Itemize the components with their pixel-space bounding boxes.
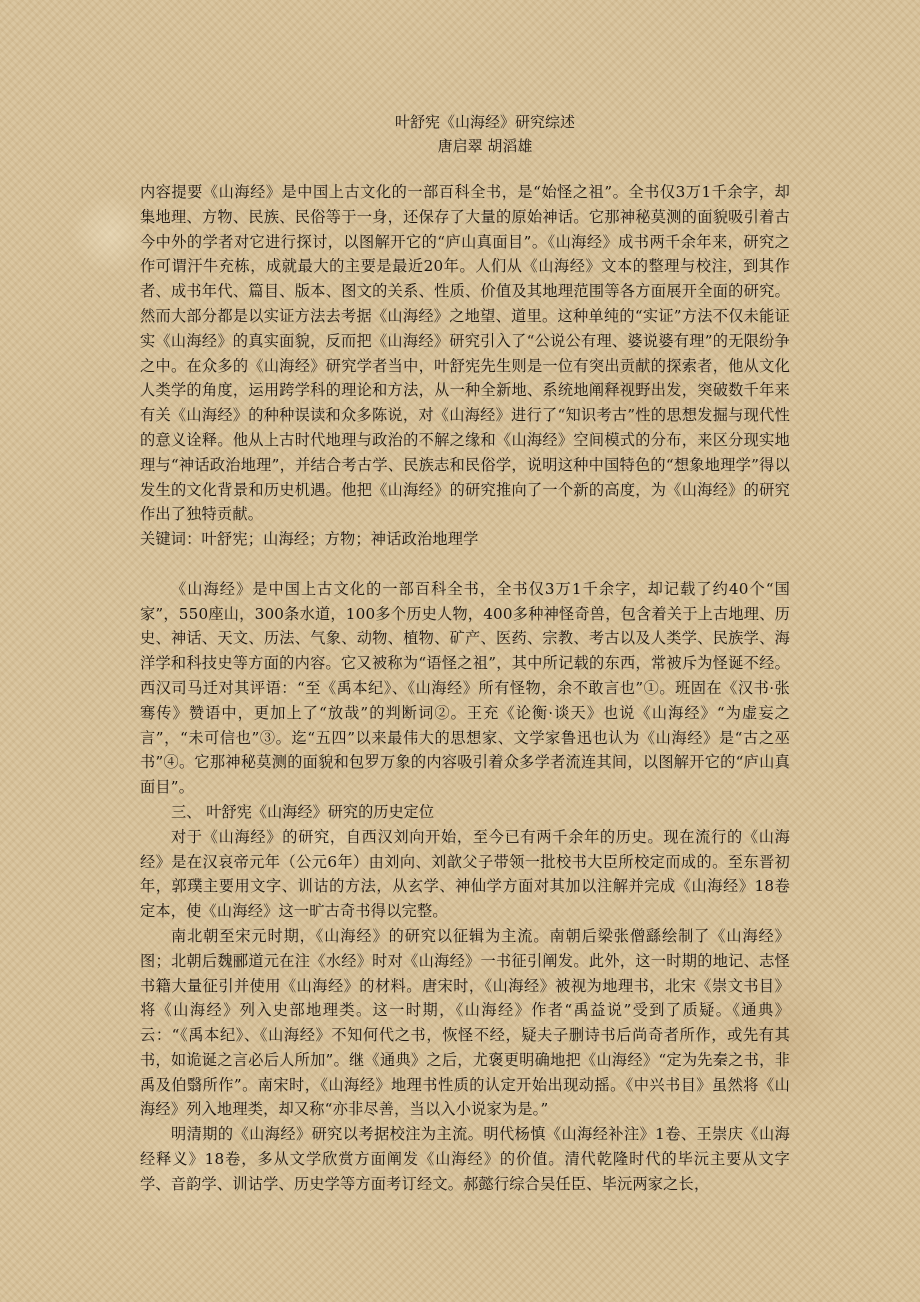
keywords-line: 关键词：叶舒宪；山海经；方物；神话政治地理学: [140, 530, 479, 549]
body-section: [140, 577, 790, 1197]
abstract-section: [140, 180, 790, 552]
document-authors: 唐启翠 胡滔雄: [437, 137, 533, 155]
body-paragraph-4: 明清期的《山海经》研究以考据校注为主流。明代杨慎《山海经补注》1卷、王崇庆《山海经释义》18卷，多从文学欣赏方面阐发《山海经》的价值。清代乾隆时代的毕沅主要从文字学、音韵学、训诂学、历史学等方面考订经文。郝懿行综合吴任臣、毕沅两家之长，: [140, 1125, 790, 1193]
body-paragraph-1: 《山海经》是中国上古文化的一部百科全书，全书仅3万1千余字，却记载了约40个“国家”，550座山，300条水道，100多个历史人物，400多种神怪奇兽，包含着关于上古地理、历史、神话、天文、历法、气象、动物、植物、矿产、医药、宗教、考古以及人类学、民族学、海洋学和科技史等方面的内容。它又被称为“语怪之祖”，其中所记载的东西，常被斥为怪诞不经。西汉司马迁对其评语：“至《禹本纪》、《山海经》所有怪物，余不敢言也”①。班固在《汉书·张骞传》赞语中，更加上了“放哉”的判断词②。王充《论衡·谈天》也说《山海经》“为虚妄之言”，“未可信也”③。迄“五四”以来最伟大的思想家、文学家鲁迅也认为《山海经》是“古之巫书”④。它那神秘莫测的面貌和包罗万象的内容吸引着众多学者流连其间，以图解开它的“庐山真面目”。: [140, 579, 790, 797]
section-heading: 三、 叶舒宪《山海经》研究的历史定位: [171, 802, 435, 821]
blank-line: [140, 552, 790, 577]
body-paragraph-3: 南北朝至宋元时期，《山海经》的研究以征辑为主流。南朝后梁张僧繇绘制了《山海经》图；北朝后魏郦道元在注《水经》时对《山海经》一书征引阐发。此外，这一时期的地记、志怪书籍大量征引并使用《山海经》的材料。唐宋时，《山海经》被视为地理书，北宋《崇文书目》将《山海经》列入史部地理类。这一时期，《山海经》作者“禹益说”受到了质疑。《通典》云：“《禹本纪》、《山海经》不知何代之书，恢怪不经，疑夫子删诗书后尚奇者所作，或先有其书，如诡诞之言必后人所加”。继《通典》之后，尤褒更明确地把《山海经》“定为先秦之书，非禹及伯翳所作”。南宋时，《山海经》地理书性质的认定开始出现动摇。《中兴书目》虽然将《山海经》列入地理类，却又称“亦非尽善，当以入小说家为是。”: [140, 926, 790, 1119]
document-page: [140, 0, 790, 1197]
abstract-paragraph: 内容提要《山海经》是中国上古文化的一部百科全书，是“始怪之祖”。全书仅3万1千余字，却集地理、方物、民族、民俗等于一身，还保存了大量的原始神话。它那神秘莫测的面貌吸引着古今中外的学者对它进行探讨，以图解开它的“庐山真面目”。《山海经》成书两千余年来，研究之作可谓汗牛充栋，成就最大的主要是最近20年。人们从《山海经》文本的整理与校注，到其作者、成书年代、篇目、版本、图文的关系、性质、价值及其地理范围等各方面展开全面的研究。然而大部分都是以实证方法去考据《山海经》之地望、道里。这种单纯的“实证”方法不仅未能证实《山海经》的真实面貌，反而把《山海经》研究引入了“公说公有理、婆说婆有理”的无限纷争之中。在众多的《山海经》研究学者当中，叶舒宪先生则是一位有突出贡献的探索者，他从文化人类学的角度，运用跨学科的理论和方法，从一种全新地、系统地阐释视野出发，突破数千年来有关《山海经》的种种误读和众多陈说，对《山海经》进行了“知识考古”性的思想发掘与现代性的意义诠释。他从上古时代地理与政治的不解之缘和《山海经》空间模式的分布，来区分现实地理与“神话政治地理”，并结合考古学、民族志和民俗学，说明这种中国特色的“想象地理学”得以发生的文化背景和历史机遇。他把《山海经》的研究推向了一个新的高度，为《山海经》的研究作出了独特贡献。: [140, 183, 790, 524]
body-paragraph-2: 对于《山海经》的研究，自西汉刘向开始，至今已有两千余年的历史。现在流行的《山海经》是在汉哀帝元年（公元6年）由刘向、刘歆父子带领一批校书大臣所校定而成的。至东晋初年，郭璞主要用文字、训诂的方法，从玄学、神仙学方面对其加以注解并完成《山海经》18卷定本，使《山海经》这一旷古奇书得以完整。: [140, 827, 790, 921]
document-title: 叶舒宪《山海经》研究综述: [394, 113, 575, 131]
